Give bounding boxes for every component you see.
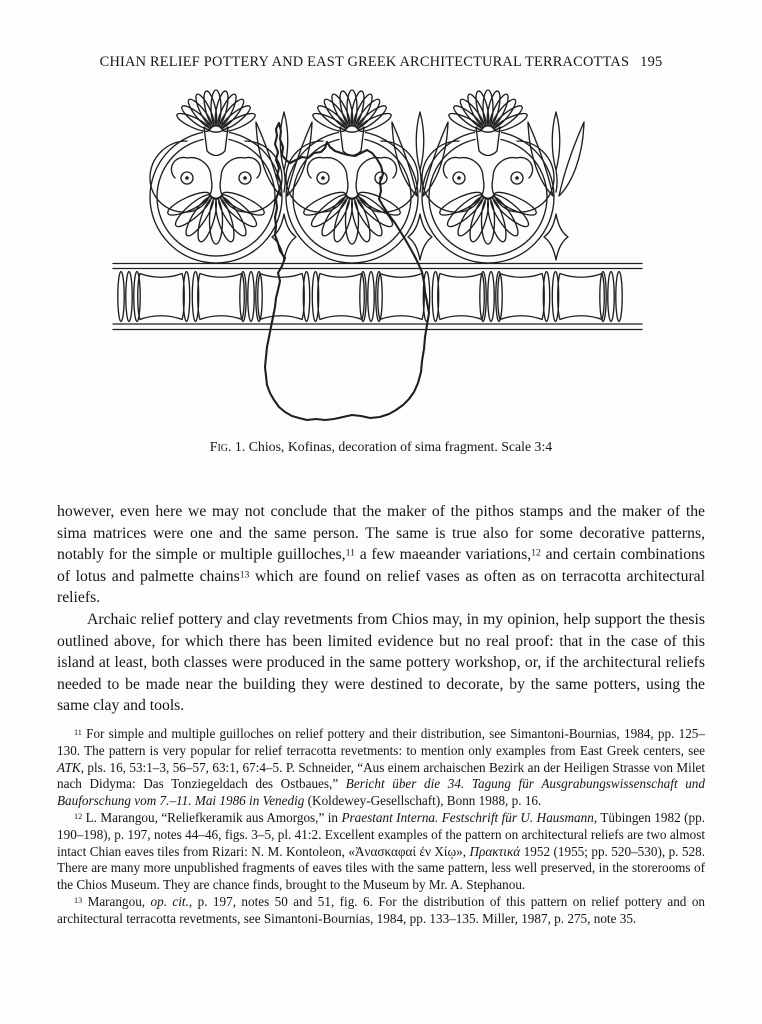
- sima-fragment-drawing: [109, 87, 654, 427]
- figure-caption-text: Chios, Kofinas, decoration of sima fragment. Scale 3:4: [245, 439, 553, 454]
- fragment-outline: [265, 123, 429, 420]
- page-number: 195: [640, 54, 663, 70]
- footnote-12: $^{12}$ L. Marangou, “Reliefkeramik aus Amorgos,” in Praestant Interna. Festschrift für U. Hausmann, Tübingen 1982 (pp. 190–198), p. 197, notes 44–46, figs. 3–5, pl. 41:2. Excellent examples of the pattern on architectural reliefs are two almost intact Chian eaves tiles from Rizari: N. M. Kontoleon, «Ἀνασκαφαί ἐν Χίῳ», Πρακτικά 1952 (1955; pp. 520–530), p. 528. There are many more unpublished fragments of eaves tiles with the same pattern, less well preserved, in the storerooms of the Chios Museum. They are chance finds, brought to the Museum by Mr. A. Stephanou.: [57, 809, 706, 893]
- body-paragraph-1: however, even here we may not conclude that the maker of the pithos stamps and the maker of the sima matrices were one and the same person. The same is true also for some decorative patterns, notably for the simple or multiple guilloches,$^{11}$ a few maeander variations,$^{12}$ and certain combinations of lotus and palmette chains$^{13}$ which are found on relief vases as often as on terracotta architectural reliefs.: [57, 503, 705, 607]
- footnote-13: $^{13}$ Marangou, op. cit., p. 197, notes 50 and 51, fig. 6. For the distribution of this pattern on relief pottery and on architectural terracotta revetments, see Simantoni-Bournias, 1984, pp. 133–135. Miller, 1987, p. 275, note 35.: [57, 893, 706, 926]
- figure-caption: [57, 439, 705, 455]
- footnotes-section: [57, 726, 705, 928]
- body-paragraph-2: Archaic relief pottery and clay revetments from Chios may, in my opinion, help support the thesis outlined above, for which there has been limited evidence but no real proof: that in the case of this island at least, both classes were produced in the same pottery workshop, or, if the architectural reliefs needed to be made near the building they were destined to decorate, by the same potters, using the same clay and tools.: [57, 610, 705, 715]
- running-title: CHIAN RELIEF POTTERY AND EAST GREEK ARCHITECTURAL TERRACOTTAS: [99, 54, 630, 70]
- bead-and-reel-band: [117, 272, 621, 322]
- figure-caption-label: Fig. 1.: [209, 439, 246, 454]
- figure-1: [57, 87, 705, 455]
- page-header: [57, 54, 705, 71]
- body-text: [57, 501, 705, 717]
- footnote-11: $^{11}$ For simple and multiple guilloches on relief pottery and their distribution, see Simantoni-Bournias, 1984, pp. 125–130. The pattern is very popular for relief terracotta revetments: to mention only examples from East Greek centers, see ATK, pls. 16, 53:1–3, 56–57, 63:1, 67:4–5. P. Schneider, “Aus einem archaischen Bezirk an der Heiligen Strasse von Milet nach Didyma: Das Tonziegeldach des Ostbaues,” Bericht über die 34. Tagung für Ausgrabungswissenschaft und Bauforschung vom 7.–11. Mai 1986 in Venedig (Koldewey-Gesellschaft), Bonn 1988, p. 16.: [57, 725, 705, 809]
